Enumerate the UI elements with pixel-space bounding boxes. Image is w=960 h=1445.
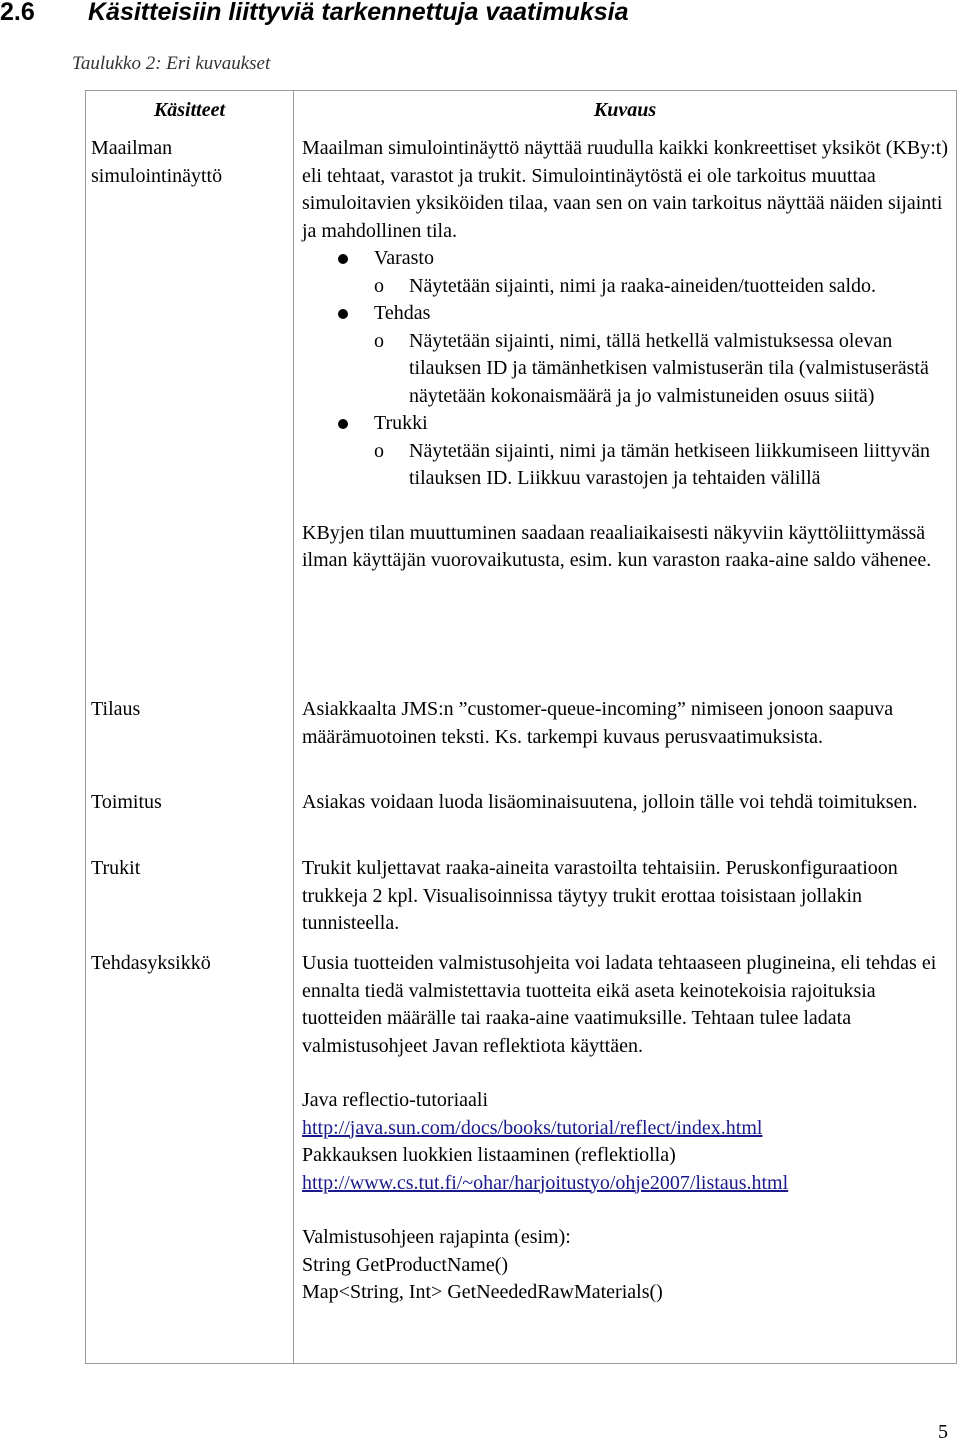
desc-factory-text: Uusia tuotteiden valmistusohjeita voi ladata tehtaaseen plugineina, eli tehdas ei ennalta tiedä valmistettavia tuotteita eikä aseta keinotekoisia rajoituksia tuotteiden määrälle tai raaka-aine vaatimuksille. Tehtaan tulee ladata valmistusohjeet Javan reflektiota käyttäen. (302, 952, 937, 1057)
column-header-description: Kuvaus (593, 99, 657, 121)
column-divider (293, 90, 294, 1364)
desc-world-intro: Maailman simulointinäyttö näyttää ruudulla kaikki konkreettiset yksiköt (KBy:t) eli tehtaat, varastot ja trukit. Simulointinäytöstä ei ole tarkoitus muuttaa simuloitavien yksiköiden tilaa, vaan sen on vain tarkoitus näyttää näiden sijainti ja mahdollinen tila. (302, 137, 948, 242)
listing-link[interactable]: http://www.cs.tut.fi/~ohar/harjoitustyo/ohje2007/listaus.html (302, 1171, 789, 1194)
tutorial-link[interactable]: http://java.sun.com/docs/books/tutorial/reflect/index.html (302, 1116, 763, 1139)
section-number: 2.6 (0, 0, 35, 26)
term-factory-unit: Tehdasyksikkö (91, 952, 211, 974)
interface-method-2: Map<String, Int> GetNeededRawMaterials() (302, 1281, 663, 1303)
page-number: 5 (938, 1421, 948, 1443)
bullet-label: Varasto (374, 247, 434, 269)
term-trucks: Trukit (91, 857, 141, 879)
term-delivery: Toimitus (91, 791, 162, 813)
bullet-label: Trukki (374, 412, 428, 434)
tutorial-label: Java reflectio-tutoriaali (302, 1089, 489, 1111)
desc-trucks: Trukit kuljettavat raaka-aineita varastoilta tehtaisiin. Peruskonfiguraatioon trukkeja 2 kpl. Visualisoinnissa täytyy trukit erottaa toisistaan jollakin tunnisteella. (302, 857, 898, 934)
bullet-dot-icon (338, 309, 348, 319)
term-world-simulation-view: Maailman simulointinäyttö (91, 137, 223, 187)
sub-bullet-item (302, 438, 952, 493)
term-order: Tilaus (91, 698, 141, 720)
bullet-label: Tehdas (374, 302, 431, 324)
interface-method-1: String GetProductName() (302, 1253, 509, 1276)
sub-bullet-marker: o (374, 439, 384, 462)
section-title: Käsitteisiin liittyviä tarkennettuja vaatimuksia (88, 0, 629, 26)
bullet-item (302, 245, 952, 273)
sub-bullet-text: Näytetään sijainti, nimi, tällä hetkellä valmistuksessa olevan tilauksen ID ja tämänhetkisen valmistuserän tila (valmistuserästä näytetään kokonaismäärä ja jo valmistuneiden osuus siitä) (409, 329, 929, 407)
sub-bullet-item (302, 273, 952, 301)
bullet-dot-icon (338, 254, 348, 264)
column-header-terms: Käsitteet (153, 99, 226, 121)
desc-factory-unit (302, 950, 952, 1307)
interface-label: Valmistusohjeen rajapinta (esim): (302, 1226, 571, 1248)
section-heading (0, 0, 628, 28)
bullet-dot-icon (338, 419, 348, 429)
sub-bullet-item (302, 328, 952, 411)
sub-bullet-text: Näytetään sijainti, nimi ja tämän hetkiseen liikkumiseen liittyvän tilauksen ID. Liikkuu varastojen ja tehtaiden välillä (409, 439, 930, 489)
sub-bullet-marker: o (374, 274, 384, 297)
desc-order: Asiakkaalta JMS:n ”customer-queue-incoming” nimiseen jonoon saapuva määrämuotoinen teksti. Ks. tarkempi kuvaus perusvaatimuksista. (302, 698, 894, 748)
bullet-item (302, 300, 952, 328)
desc-world-outro: KByjen tilan muuttuminen saadaan reaaliaikaisesti näkyviin käyttöliittymässä ilman käyttäjän vuorovaikutusta, esim. kun varaston raaka-aine saldo vähenee. (302, 521, 932, 571)
sub-bullet-text: Näytetään sijainti, nimi ja raaka-aineiden/tuotteiden saldo. (409, 274, 877, 297)
listing-label: Pakkauksen luokkien listaaminen (reflektiolla) (302, 1144, 676, 1166)
sub-bullet-marker: o (374, 329, 384, 352)
table-caption: Taulukko 2: Eri kuvaukset (72, 53, 271, 74)
desc-delivery: Asiakas voidaan luoda lisäominaisuutena, jolloin tälle voi tehdä toimituksen. (302, 791, 918, 813)
bullet-item (302, 410, 952, 438)
desc-world-simulation-view (302, 135, 952, 575)
